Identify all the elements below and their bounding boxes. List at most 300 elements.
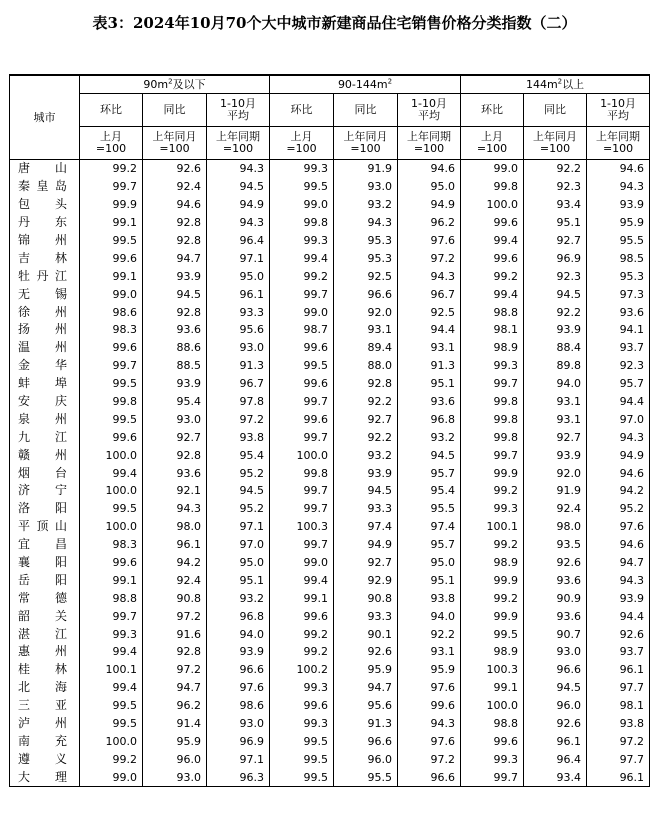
index-value-cell: 95.6: [207, 321, 270, 339]
sub-header-mom: 环比: [270, 94, 334, 127]
table-row: [10, 697, 650, 715]
city-name-cell: [10, 697, 80, 715]
index-value-cell: 94.3: [207, 160, 270, 178]
index-value-cell: 95.9: [334, 661, 398, 679]
index-value-cell: 94.3: [587, 428, 650, 446]
index-value-cell: 94.1: [587, 321, 650, 339]
table-row: [10, 214, 650, 232]
table-row: [10, 410, 650, 428]
index-value-cell: 93.0: [524, 643, 587, 661]
index-value-cell: 96.6: [334, 733, 398, 751]
index-value-cell: 99.0: [270, 303, 334, 321]
index-value-cell: 99.9: [461, 571, 524, 589]
index-value-cell: 92.2: [398, 625, 461, 643]
sub-header-yoy: 同比: [524, 94, 587, 127]
index-value-cell: 99.6: [80, 339, 143, 357]
index-value-cell: 93.2: [398, 428, 461, 446]
table-row: [10, 196, 650, 214]
table-row: [10, 768, 650, 786]
city-name-cell: [10, 661, 80, 679]
city-name-cell: [10, 375, 80, 393]
index-value-cell: 95.7: [587, 375, 650, 393]
index-value-cell: 97.4: [334, 518, 398, 536]
city-name-cell: [10, 196, 80, 214]
table-row: [10, 321, 650, 339]
index-value-cell: 99.0: [80, 768, 143, 786]
index-value-cell: 99.8: [461, 393, 524, 411]
index-value-cell: 100.0: [80, 482, 143, 500]
index-value-cell: 94.7: [334, 679, 398, 697]
index-value-cell: 88.4: [524, 339, 587, 357]
index-value-cell: 92.6: [587, 625, 650, 643]
index-value-cell: 99.5: [461, 625, 524, 643]
index-value-cell: 99.0: [461, 160, 524, 178]
table-row: [10, 249, 650, 267]
index-value-cell: 97.0: [587, 410, 650, 428]
index-value-cell: 99.2: [270, 267, 334, 285]
index-value-cell: 90.8: [334, 589, 398, 607]
index-value-cell: 99.7: [270, 428, 334, 446]
city-name-cell: [10, 267, 80, 285]
index-value-cell: 95.5: [587, 232, 650, 250]
index-value-cell: 94.5: [524, 285, 587, 303]
index-value-cell: 99.5: [80, 410, 143, 428]
index-value-cell: 92.3: [587, 357, 650, 375]
index-value-cell: 94.5: [207, 482, 270, 500]
index-value-cell: 99.5: [270, 768, 334, 786]
index-value-cell: 96.8: [398, 410, 461, 428]
index-value-cell: 99.7: [270, 393, 334, 411]
index-value-cell: 98.1: [461, 321, 524, 339]
index-value-cell: 99.4: [461, 232, 524, 250]
index-value-cell: 99.3: [80, 625, 143, 643]
index-value-cell: 93.3: [334, 607, 398, 625]
index-value-cell: 97.4: [398, 518, 461, 536]
index-value-cell: 99.2: [270, 625, 334, 643]
index-value-cell: 94.3: [207, 214, 270, 232]
index-value-cell: 93.4: [524, 768, 587, 786]
table-row: [10, 357, 650, 375]
city-name: 烟 台: [18, 465, 67, 480]
index-value-cell: 93.6: [143, 464, 207, 482]
base-header-yoy: 上年同月 =100: [143, 127, 207, 160]
index-value-cell: 93.2: [334, 446, 398, 464]
table-row: [10, 464, 650, 482]
table-row: [10, 303, 650, 321]
sub-header-mom: 环比: [461, 94, 524, 127]
index-value-cell: 99.9: [80, 196, 143, 214]
table-row: [10, 446, 650, 464]
index-value-cell: 94.7: [587, 554, 650, 572]
index-value-cell: 95.1: [398, 375, 461, 393]
table-row: [10, 267, 650, 285]
city-name: 洛 阳: [18, 501, 67, 516]
index-value-cell: 98.3: [80, 536, 143, 554]
index-value-cell: 96.4: [207, 232, 270, 250]
index-value-cell: 96.8: [207, 607, 270, 625]
index-value-cell: 99.3: [270, 232, 334, 250]
city-name-cell: [10, 536, 80, 554]
index-value-cell: 99.5: [270, 750, 334, 768]
index-value-cell: 97.2: [143, 661, 207, 679]
index-value-cell: 91.9: [524, 482, 587, 500]
index-value-cell: 93.0: [334, 178, 398, 196]
index-value-cell: 100.1: [80, 661, 143, 679]
index-value-cell: 99.8: [461, 178, 524, 196]
city-name: 金 华: [18, 358, 67, 373]
index-value-cell: 98.8: [461, 715, 524, 733]
city-name: 桂 林: [18, 662, 67, 677]
index-value-cell: 96.9: [524, 249, 587, 267]
city-name-cell: [10, 607, 80, 625]
index-value-cell: 100.0: [270, 446, 334, 464]
index-value-cell: 100.3: [270, 518, 334, 536]
index-value-cell: 96.7: [398, 285, 461, 303]
index-value-cell: 94.6: [587, 464, 650, 482]
index-value-cell: 93.6: [524, 571, 587, 589]
table-row: [10, 715, 650, 733]
index-value-cell: 99.7: [461, 446, 524, 464]
city-name-cell: [10, 500, 80, 518]
city-name-cell: [10, 321, 80, 339]
index-value-cell: 96.3: [207, 768, 270, 786]
table-body: [10, 160, 650, 787]
index-value-cell: 96.6: [334, 285, 398, 303]
index-value-cell: 96.1: [143, 536, 207, 554]
index-value-cell: 95.2: [207, 500, 270, 518]
index-value-cell: 95.7: [398, 536, 461, 554]
index-value-cell: 98.5: [587, 249, 650, 267]
sub-header-yoy: 同比: [334, 94, 398, 127]
index-value-cell: 99.5: [270, 357, 334, 375]
base-header-ytd-avg: 上年同期 =100: [207, 127, 270, 160]
index-value-cell: 99.3: [461, 500, 524, 518]
index-value-cell: 93.1: [524, 393, 587, 411]
sub-header-ytd-avg: 1-10月 平均: [398, 94, 461, 127]
index-value-cell: 96.0: [143, 750, 207, 768]
index-value-cell: 99.1: [461, 679, 524, 697]
index-value-cell: 95.0: [207, 554, 270, 572]
city-name-cell: [10, 625, 80, 643]
city-name: 宜 昌: [18, 537, 67, 552]
index-value-cell: 92.4: [143, 178, 207, 196]
index-value-cell: 96.6: [524, 661, 587, 679]
index-value-cell: 92.5: [398, 303, 461, 321]
index-value-cell: 93.0: [143, 410, 207, 428]
index-value-cell: 94.9: [207, 196, 270, 214]
index-value-cell: 99.6: [270, 697, 334, 715]
index-value-cell: 99.3: [461, 357, 524, 375]
index-value-cell: 99.7: [270, 500, 334, 518]
city-name: 安 庆: [18, 394, 67, 409]
city-name-cell: [10, 554, 80, 572]
index-value-cell: 99.7: [270, 536, 334, 554]
index-value-cell: 98.1: [587, 697, 650, 715]
index-value-cell: 89.4: [334, 339, 398, 357]
index-value-cell: 99.6: [461, 249, 524, 267]
index-value-cell: 97.1: [207, 249, 270, 267]
index-value-cell: 93.3: [334, 500, 398, 518]
index-value-cell: 90.1: [334, 625, 398, 643]
index-value-cell: 94.9: [398, 196, 461, 214]
index-value-cell: 99.6: [461, 733, 524, 751]
city-name: 锦 州: [18, 233, 67, 247]
index-value-cell: 95.1: [524, 214, 587, 232]
city-name-cell: [10, 446, 80, 464]
index-value-cell: 93.6: [587, 303, 650, 321]
city-name: 九 江: [18, 429, 67, 444]
index-value-cell: 100.0: [80, 518, 143, 536]
index-value-cell: 94.7: [143, 249, 207, 267]
city-name: 岳 阳: [18, 572, 67, 587]
index-value-cell: 97.6: [398, 232, 461, 250]
index-value-cell: 92.8: [143, 232, 207, 250]
city-name: 襄 阳: [18, 555, 67, 570]
table-row: [10, 160, 650, 178]
index-value-cell: 93.9: [524, 321, 587, 339]
index-value-cell: 92.1: [143, 482, 207, 500]
index-value-cell: 94.0: [207, 625, 270, 643]
index-value-cell: 95.0: [207, 267, 270, 285]
index-value-cell: 99.6: [270, 375, 334, 393]
index-value-cell: 96.1: [587, 768, 650, 786]
city-name-cell: [10, 357, 80, 375]
index-value-cell: 94.5: [334, 482, 398, 500]
index-value-cell: 93.8: [587, 715, 650, 733]
index-value-cell: 97.2: [398, 249, 461, 267]
city-name: 三 亚: [18, 698, 67, 713]
index-value-cell: 99.6: [270, 410, 334, 428]
group-header-medium: $90-144m^2$: [270, 75, 461, 94]
index-value-cell: 94.5: [143, 285, 207, 303]
table-row: [10, 733, 650, 751]
index-value-cell: 99.5: [80, 375, 143, 393]
city-name: 南 充: [18, 733, 67, 748]
index-value-cell: 92.7: [334, 554, 398, 572]
index-value-cell: 96.1: [524, 733, 587, 751]
index-value-cell: 92.8: [143, 214, 207, 232]
index-value-cell: 96.4: [524, 750, 587, 768]
index-value-cell: 95.0: [398, 178, 461, 196]
index-value-cell: 100.1: [461, 518, 524, 536]
index-value-cell: 95.3: [334, 232, 398, 250]
table-row: [10, 750, 650, 768]
city-name-cell: [10, 178, 80, 196]
index-value-cell: 93.1: [398, 339, 461, 357]
index-value-cell: 94.3: [587, 178, 650, 196]
group-header-large: $144m^2$以上: [461, 75, 650, 94]
index-value-cell: 94.3: [143, 500, 207, 518]
index-value-cell: 95.4: [143, 393, 207, 411]
index-value-cell: 93.9: [524, 446, 587, 464]
index-value-cell: 100.0: [80, 446, 143, 464]
city-name: 遵 义: [18, 751, 67, 766]
index-value-cell: 95.9: [587, 214, 650, 232]
index-value-cell: 95.6: [334, 697, 398, 715]
index-value-cell: 94.5: [398, 446, 461, 464]
city-name: 泉 州: [18, 411, 67, 426]
index-value-cell: 99.3: [461, 750, 524, 768]
index-value-cell: 99.5: [80, 232, 143, 250]
index-value-cell: 93.0: [207, 339, 270, 357]
city-column-header: 城市: [10, 75, 80, 160]
index-value-cell: 97.7: [587, 750, 650, 768]
index-value-cell: 93.3: [207, 303, 270, 321]
index-value-cell: 99.1: [80, 267, 143, 285]
city-name-cell: [10, 303, 80, 321]
city-name: 济 宁: [18, 483, 67, 498]
city-name: 包 头: [18, 197, 67, 212]
index-value-cell: 93.9: [334, 464, 398, 482]
city-name: 平 顶 山: [18, 519, 67, 534]
index-value-cell: 92.6: [334, 643, 398, 661]
table-row: [10, 500, 650, 518]
index-value-cell: 93.6: [143, 321, 207, 339]
city-name: 牡 丹 江: [18, 268, 67, 283]
sub-header-ytd-avg: 1-10月 平均: [207, 94, 270, 127]
index-value-cell: 88.5: [143, 357, 207, 375]
index-value-cell: 92.7: [524, 428, 587, 446]
city-name-cell: [10, 214, 80, 232]
index-value-cell: 95.3: [334, 249, 398, 267]
index-value-cell: 93.0: [207, 715, 270, 733]
index-value-cell: 97.6: [398, 733, 461, 751]
index-value-cell: 97.2: [398, 750, 461, 768]
city-name: 泸 州: [18, 716, 67, 731]
index-value-cell: 99.2: [461, 267, 524, 285]
index-value-cell: 97.1: [207, 750, 270, 768]
index-value-cell: 93.1: [524, 410, 587, 428]
index-value-cell: 90.7: [524, 625, 587, 643]
index-value-cell: 97.3: [587, 285, 650, 303]
index-value-cell: 96.1: [587, 661, 650, 679]
city-name-cell: [10, 160, 80, 178]
city-name-cell: [10, 643, 80, 661]
city-name: 吉 林: [18, 250, 67, 265]
table-row: [10, 482, 650, 500]
index-value-cell: 99.1: [80, 214, 143, 232]
price-index-table-container: [9, 74, 650, 787]
index-value-cell: 99.1: [270, 589, 334, 607]
index-value-cell: 96.6: [207, 661, 270, 679]
city-name: 秦 皇 岛: [18, 179, 67, 194]
index-value-cell: 92.5: [334, 267, 398, 285]
index-value-cell: 95.2: [207, 464, 270, 482]
city-name: 韶 关: [18, 608, 67, 623]
index-value-cell: 93.9: [207, 643, 270, 661]
index-value-cell: 92.7: [524, 232, 587, 250]
index-value-cell: 98.9: [461, 339, 524, 357]
index-value-cell: 97.1: [207, 518, 270, 536]
index-value-cell: 99.4: [270, 571, 334, 589]
city-name: 徐 州: [18, 304, 67, 319]
index-value-cell: 92.0: [334, 303, 398, 321]
index-value-cell: 92.0: [524, 464, 587, 482]
base-header-ytd-avg: 上年同期 =100: [398, 127, 461, 160]
table-row: [10, 232, 650, 250]
index-value-cell: 99.8: [461, 410, 524, 428]
index-value-cell: 92.4: [524, 500, 587, 518]
index-value-cell: 99.3: [270, 715, 334, 733]
city-name-cell: [10, 285, 80, 303]
index-value-cell: 93.0: [143, 768, 207, 786]
city-name-cell: [10, 679, 80, 697]
index-value-cell: 92.7: [334, 410, 398, 428]
index-value-cell: 92.2: [334, 428, 398, 446]
index-value-cell: 99.2: [80, 160, 143, 178]
index-value-cell: 94.6: [143, 196, 207, 214]
table-row: [10, 643, 650, 661]
index-value-cell: 92.3: [524, 267, 587, 285]
index-value-cell: 99.7: [80, 607, 143, 625]
index-value-cell: 99.7: [80, 357, 143, 375]
index-value-cell: 99.7: [270, 285, 334, 303]
city-name-cell: [10, 249, 80, 267]
city-name: 惠 州: [18, 644, 67, 659]
index-value-cell: 95.9: [398, 661, 461, 679]
sub-header-mom: 环比: [80, 94, 143, 127]
index-value-cell: 89.8: [524, 357, 587, 375]
index-value-cell: 100.0: [461, 697, 524, 715]
index-value-cell: 99.4: [80, 679, 143, 697]
index-value-cell: 99.6: [80, 249, 143, 267]
index-value-cell: 92.3: [524, 178, 587, 196]
index-value-cell: 92.2: [524, 160, 587, 178]
index-value-cell: 93.7: [587, 339, 650, 357]
index-value-cell: 93.1: [398, 643, 461, 661]
index-value-cell: 99.2: [461, 482, 524, 500]
index-value-cell: 100.2: [270, 661, 334, 679]
index-value-cell: 99.6: [80, 554, 143, 572]
index-value-cell: 94.9: [587, 446, 650, 464]
index-value-cell: 91.9: [334, 160, 398, 178]
index-value-cell: 99.7: [80, 178, 143, 196]
index-value-cell: 98.3: [80, 321, 143, 339]
index-value-cell: 92.8: [143, 643, 207, 661]
table-row: [10, 393, 650, 411]
index-value-cell: 95.0: [398, 554, 461, 572]
index-value-cell: 96.9: [207, 733, 270, 751]
price-index-table: [9, 74, 650, 787]
index-value-cell: 96.0: [334, 750, 398, 768]
index-value-cell: 99.8: [80, 393, 143, 411]
city-name: 丹 东: [18, 215, 67, 230]
index-value-cell: 94.2: [143, 554, 207, 572]
index-value-cell: 98.6: [80, 303, 143, 321]
table-row: [10, 625, 650, 643]
base-header-mom: 上月 =100: [80, 127, 143, 160]
index-value-cell: 99.4: [270, 249, 334, 267]
index-value-cell: 96.2: [143, 697, 207, 715]
sub-header-yoy: 同比: [143, 94, 207, 127]
index-value-cell: 97.2: [207, 410, 270, 428]
index-value-cell: 99.5: [270, 733, 334, 751]
index-value-cell: 95.1: [207, 571, 270, 589]
index-value-cell: 94.2: [587, 482, 650, 500]
index-value-cell: 99.0: [270, 554, 334, 572]
city-name-cell: [10, 733, 80, 751]
index-value-cell: 96.0: [524, 697, 587, 715]
index-value-cell: 99.2: [461, 589, 524, 607]
city-name-cell: [10, 750, 80, 768]
city-name: 大 理: [18, 769, 67, 784]
city-name-cell: [10, 589, 80, 607]
index-value-cell: 99.5: [80, 697, 143, 715]
index-value-cell: 99.6: [270, 339, 334, 357]
index-value-cell: 98.9: [461, 643, 524, 661]
index-value-cell: 94.9: [334, 536, 398, 554]
index-value-cell: 95.1: [398, 571, 461, 589]
